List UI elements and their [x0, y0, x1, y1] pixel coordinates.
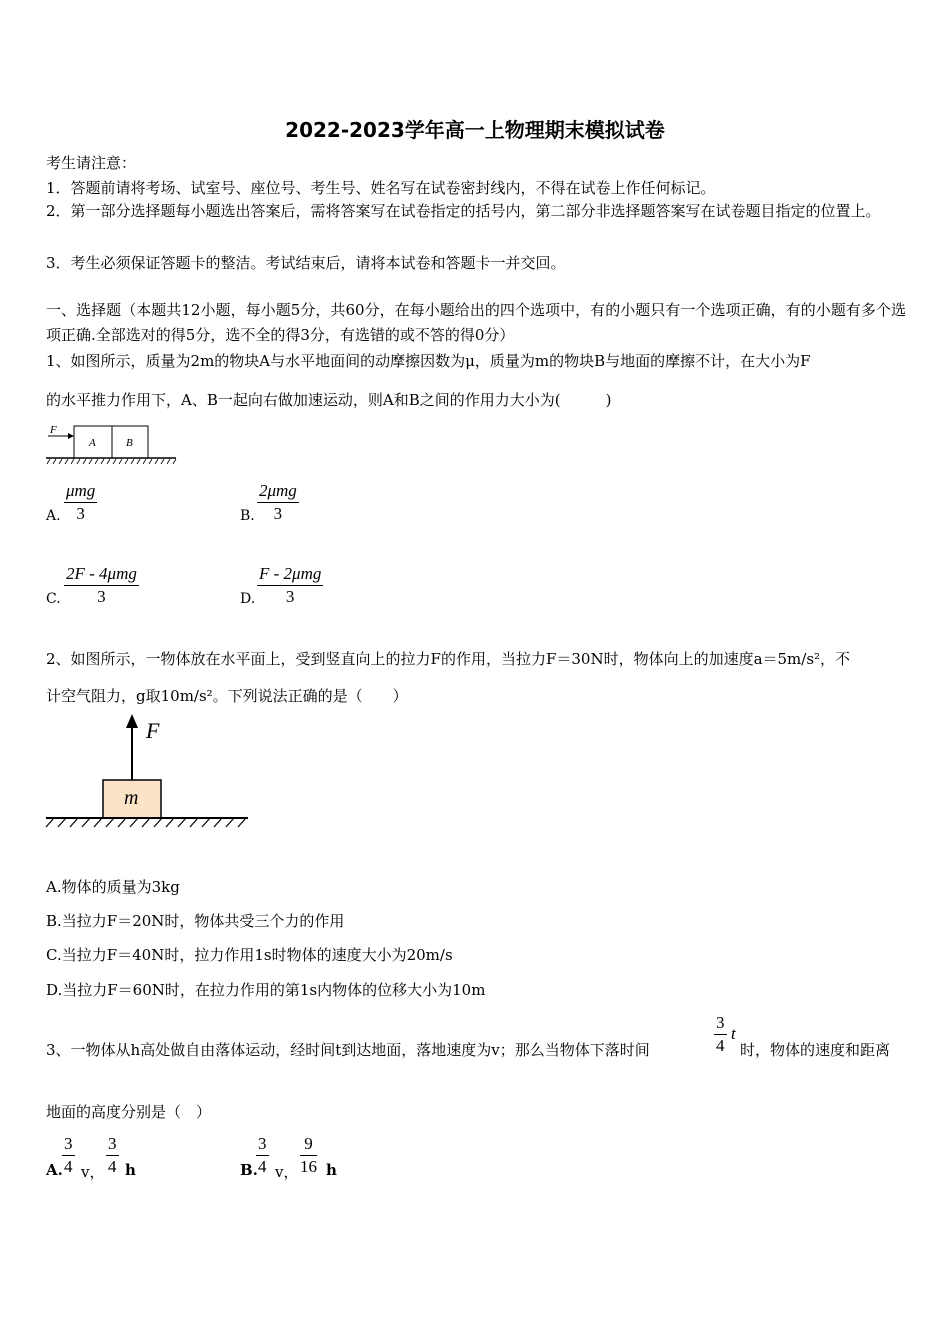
q2-mass-label: m: [124, 787, 139, 809]
fraction-denominator: 3: [97, 587, 106, 606]
option-letter[interactable]: B.: [240, 1161, 258, 1179]
option-letter[interactable]: A.: [46, 508, 61, 524]
question-2-text: 计空气阻力，g取10m/s²。下列说法正确的是（ ）: [46, 687, 408, 705]
q2-force-label: F: [146, 718, 160, 743]
fraction-denominator: 4: [108, 1157, 117, 1176]
question-3-text: 3、一物体从h高处做自由落体运动，经时间t到达地面，落地速度为v；那么当物体下落时间: [46, 1041, 650, 1059]
option-unit: v，: [81, 1163, 105, 1181]
question-3-text: 地面的高度分别是（ ）: [46, 1103, 212, 1121]
fraction-denominator: 3: [273, 504, 283, 523]
fraction-denominator: 4: [716, 1036, 725, 1055]
fraction-numerator: μmg: [66, 481, 96, 500]
q3-option-b-fraction: [300, 1133, 317, 1178]
option-unit: h: [125, 1161, 136, 1179]
option-c-fraction: [64, 563, 139, 608]
q1-force-label: F: [50, 424, 57, 436]
option-letter[interactable]: C.: [46, 591, 61, 607]
page-title: 2022-2023学年高一上物理期末模拟试卷: [285, 118, 665, 142]
option-letter[interactable]: B.: [240, 508, 255, 524]
q3-time-variable: t: [731, 1024, 736, 1043]
question-3-text: 时，物体的速度和距离: [740, 1041, 891, 1059]
question-2-text: 2、如图所示，一物体放在水平面上，受到竖直向上的拉力F的作用，当拉力F＝30N时，物体向上的加速度a＝5m/s²，不: [46, 650, 851, 668]
fraction-denominator: 3: [76, 504, 85, 523]
q1-block-a-label: A: [89, 437, 96, 449]
option-letter[interactable]: D.: [240, 591, 256, 607]
option-d-fraction: [257, 563, 323, 608]
q2-option-a[interactable]: A.物体的质量为3kg: [46, 878, 180, 896]
option-letter[interactable]: A.: [46, 1161, 63, 1179]
q2-option-b[interactable]: B.当拉力F＝20N时，物体共受三个力的作用: [46, 912, 345, 930]
notice-item: 3．考生必须保证答题卡的整洁。考试结束后，请将本试卷和答题卡一并交回。: [46, 254, 566, 272]
fraction-numerator: 3: [716, 1013, 725, 1032]
fraction-numerator: 3: [108, 1134, 117, 1153]
fraction-denominator: 4: [258, 1157, 267, 1176]
fraction-numerator: 2F - 4μmg: [66, 564, 137, 583]
q3-option-a-fraction: [62, 1133, 75, 1178]
fraction-numerator: 9: [304, 1134, 313, 1153]
q3-option-b-fraction: [256, 1133, 269, 1178]
question-1-text: 1、如图所示，质量为2m的物块A与水平地面间的动摩擦因数为μ，质量为m的物块B与地面的摩擦不计，在大小为F: [46, 352, 811, 370]
notice-heading: 考生请注意：: [46, 154, 137, 172]
option-unit: h: [326, 1161, 337, 1179]
fraction-numerator: F - 2μmg: [259, 564, 322, 583]
q3-option-a-fraction: [106, 1133, 119, 1178]
fraction-numerator: 3: [258, 1134, 267, 1153]
q2-option-c[interactable]: C.当拉力F＝40N时，拉力作用1s时物体的速度大小为20m/s: [46, 946, 453, 964]
fraction-denominator: 16: [300, 1157, 317, 1176]
option-unit: v，: [275, 1163, 299, 1181]
question-1-text: 的水平推力作用下，A、B一起向右做加速运动，则A和B之间的作用力大小为( ): [46, 391, 612, 409]
q2-option-d[interactable]: D.当拉力F＝60N时，在拉力作用的第1s内物体的位移大小为10m: [46, 981, 486, 999]
fraction-denominator: 3: [285, 587, 295, 606]
fraction-numerator: 2μmg: [259, 481, 297, 500]
notice-item: 2．第一部分选择题每小题选出答案后，需将答案写在试卷指定的括号内，第二部分非选择题答案写在试卷题目指定的位置上。: [46, 202, 881, 220]
option-b-fraction: [257, 480, 299, 525]
option-a-fraction: [64, 480, 97, 525]
fraction-denominator: 4: [64, 1157, 73, 1176]
section-heading: 一、选择题（本题共12小题，每小题5分，共60分，在每小题给出的四个选项中，有的小题只有一个选项正确，有的小题有多个选项正确.全部选对的得5分，选不全的得3分，有选错的或不答的得0分）: [46, 301, 906, 344]
q3-time-fraction: [714, 1012, 727, 1057]
q2-block-figure: [44, 712, 254, 832]
q1-blocks-figure: [44, 422, 178, 466]
q1-block-b-label: B: [126, 437, 133, 449]
fraction-numerator: 3: [64, 1134, 73, 1153]
notice-item: 1．答题前请将考场、试室号、座位号、考生号、姓名写在试卷密封线内，不得在试卷上作任何标记。: [46, 179, 716, 197]
